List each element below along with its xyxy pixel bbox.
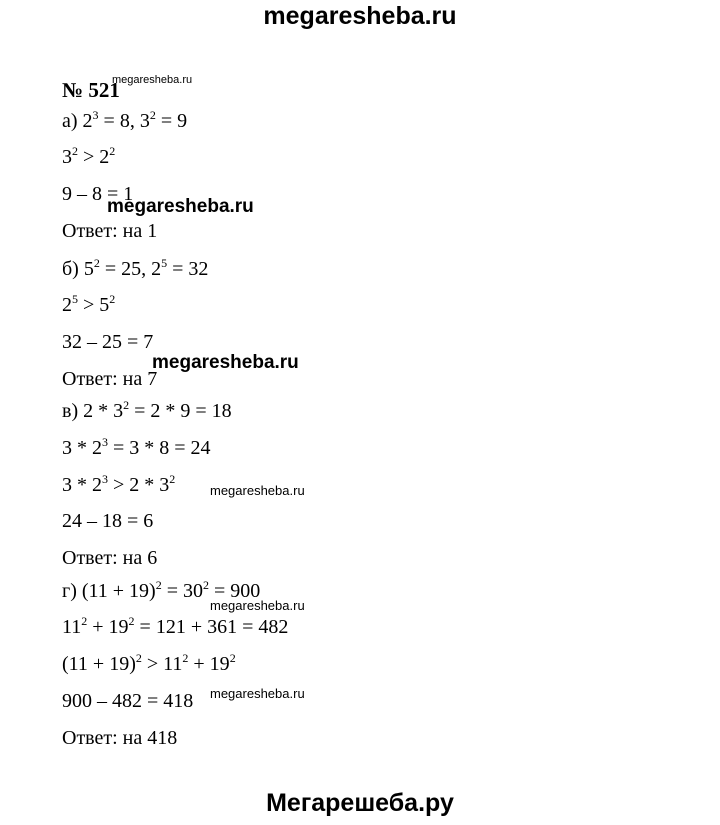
watermark: megaresheba.ru	[152, 352, 299, 373]
expression-text: 3 * 2	[62, 437, 102, 459]
expression-text: = 8, 3	[98, 110, 150, 132]
exponent: 2	[123, 398, 130, 412]
solution-line	[62, 653, 236, 676]
expression-text: г) (11 + 19)	[62, 580, 156, 602]
expression-text: = 121 + 361 = 482	[134, 616, 289, 638]
exponent: 2	[72, 144, 78, 158]
solution-line	[62, 220, 157, 243]
exponent: 2	[93, 256, 100, 270]
expression-text: Ответ: на 1	[62, 220, 158, 242]
watermark: megaresheba.ru	[210, 483, 305, 498]
expression-text: 3 * 2	[62, 474, 102, 496]
exponent: 2	[81, 614, 88, 628]
exponent: 2	[135, 651, 142, 665]
site-header: megaresheba.ru	[263, 2, 457, 30]
expression-text: (11 + 19)	[62, 653, 136, 675]
solution-line	[62, 616, 288, 639]
expression-text: Ответ: на 7	[62, 368, 158, 390]
expression-text: Ответ: на 6	[62, 547, 158, 569]
solution-line	[62, 368, 157, 391]
exponent: 2	[182, 651, 189, 665]
solution-line	[62, 146, 115, 169]
solution-line	[62, 331, 153, 354]
watermark: megaresheba.ru	[210, 598, 305, 613]
exponent: 2	[149, 108, 156, 122]
exponent: 3	[102, 472, 108, 486]
expression-text: а) 2	[62, 110, 93, 132]
exponent: 3	[92, 108, 99, 122]
expression-text: > 11	[141, 653, 183, 675]
solution-line	[62, 547, 157, 570]
expression-text: + 19	[87, 616, 129, 638]
expression-text: б) 5	[62, 258, 94, 280]
exponent: 2	[128, 614, 135, 628]
exponent: 2	[109, 292, 116, 306]
expression-text: > 2 * 3	[108, 474, 170, 496]
expression-text: = 900	[209, 580, 261, 602]
solution-line	[62, 258, 208, 281]
solution-line	[62, 510, 153, 533]
expression-text: = 9	[155, 110, 188, 132]
expression-text: > 5	[78, 294, 110, 316]
expression-text: в) 2 * 3	[62, 400, 124, 422]
expression-text: 3	[62, 146, 72, 168]
expression-text: 32 – 25 = 7	[62, 331, 154, 353]
exponent: 5	[72, 292, 78, 306]
solution-line	[62, 437, 211, 460]
expression-text: = 2 * 9 = 18	[129, 400, 232, 422]
expression-text: 9 – 8 = 1	[62, 183, 134, 205]
expression-text: = 25, 2	[99, 258, 162, 280]
expression-text: > 2	[78, 146, 110, 168]
expression-text: 900 – 482 = 418	[62, 690, 194, 712]
solution-line	[62, 110, 187, 133]
expression-text: = 30	[161, 580, 204, 602]
expression-text: 2	[62, 294, 72, 316]
solution-line	[62, 474, 175, 497]
problem-number: № 521	[62, 78, 120, 102]
exponent: 2	[203, 578, 210, 592]
expression-text: = 3 * 8 = 24	[108, 437, 211, 459]
expression-text: = 32	[167, 258, 209, 280]
solution-line	[62, 400, 232, 423]
exponent: 2	[229, 651, 236, 665]
expression-text: 24 – 18 = 6	[62, 510, 154, 532]
watermark: megaresheba.ru	[112, 74, 193, 86]
solution-line	[62, 727, 177, 750]
exponent: 2	[109, 144, 116, 158]
expression-text: Ответ: на 418	[62, 727, 178, 749]
solution-line	[62, 690, 193, 713]
exponent: 2	[155, 578, 162, 592]
solution-line	[62, 294, 115, 317]
exponent: 5	[161, 256, 168, 270]
exponent: 3	[102, 435, 108, 449]
watermark: megaresheba.ru	[107, 196, 254, 217]
exponent: 2	[169, 472, 176, 486]
expression-text: + 19	[188, 653, 230, 675]
site-footer: Мегарешеба.ру	[266, 789, 454, 817]
watermark: megaresheba.ru	[210, 686, 305, 701]
expression-text: 11	[62, 616, 82, 638]
